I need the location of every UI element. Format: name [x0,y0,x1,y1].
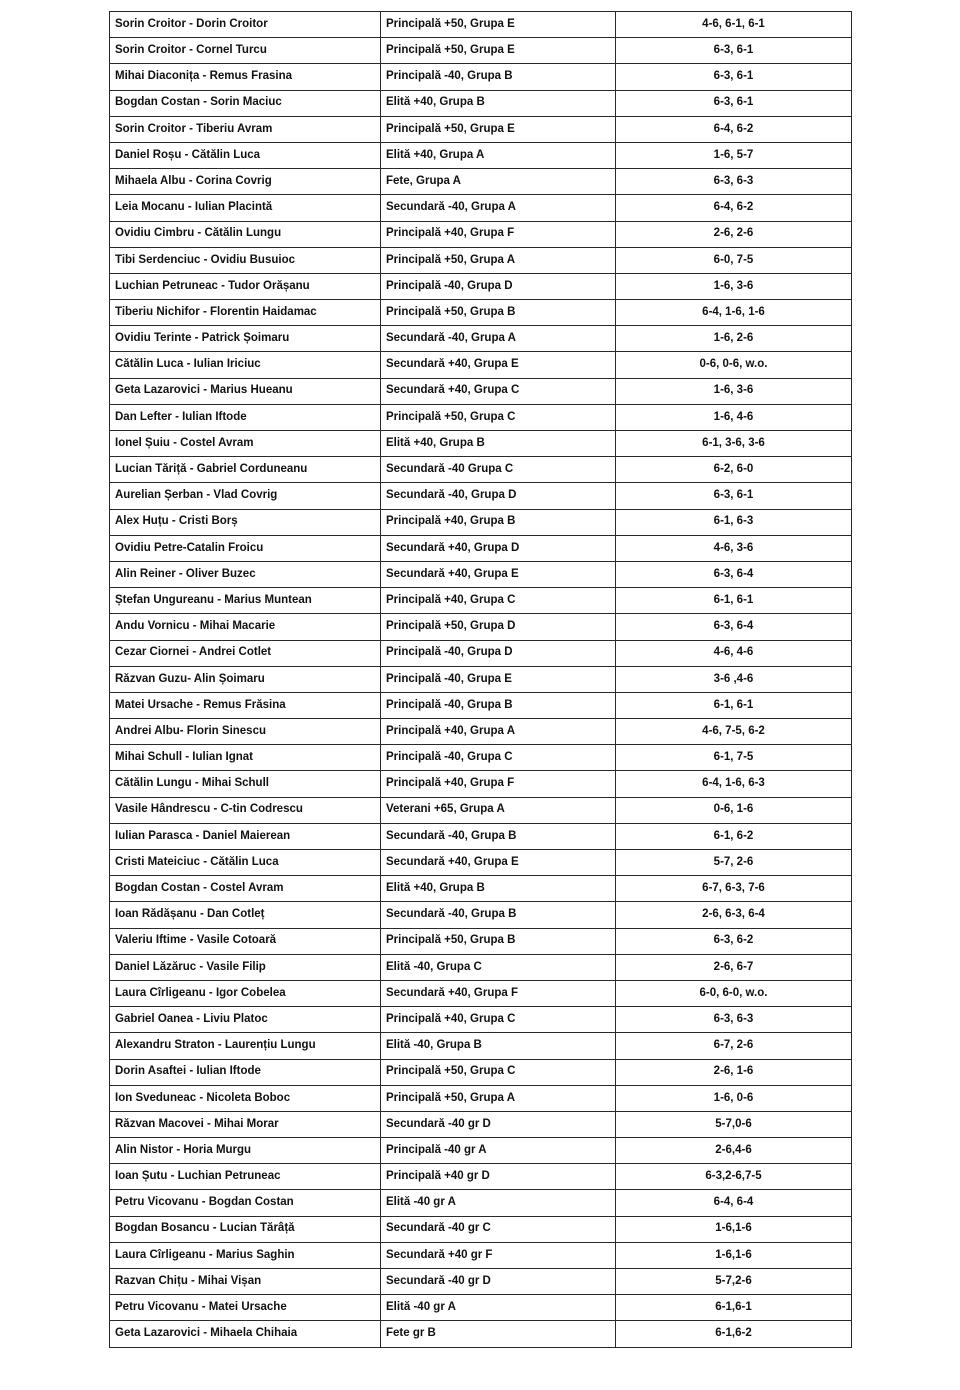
score-cell: 6-3, 6-1 [616,483,852,509]
score-cell: 5-7,0-6 [616,1111,852,1137]
players-cell: Dorin Asaftei - Iulian Iftode [110,1059,381,1085]
players-cell: Andrei Albu- Florin Sinescu [110,719,381,745]
table-row [110,980,852,1006]
score-cell: 1-6, 3-6 [616,273,852,299]
players-cell: Mihai Diaconița - Remus Frasina [110,64,381,90]
table-row [110,1059,852,1085]
score-cell: 1-6, 4-6 [616,404,852,430]
players-cell: Daniel Roșu - Cătălin Luca [110,142,381,168]
score-cell: 4-6, 7-5, 6-2 [616,719,852,745]
table-row [110,378,852,404]
score-cell: 1-6, 0-6 [616,1085,852,1111]
score-cell: 1-6, 3-6 [616,378,852,404]
category-cell: Principală +50, Grupa B [381,300,616,326]
table-row [110,902,852,928]
score-cell: 6-3, 6-4 [616,561,852,587]
score-cell: 6-3, 6-3 [616,169,852,195]
category-cell: Veterani +65, Grupa A [381,797,616,823]
category-cell: Elită +40, Grupa B [381,431,616,457]
table-row [110,928,852,954]
category-cell: Secundară +40, Grupa D [381,535,616,561]
players-cell: Ionel Șuiu - Costel Avram [110,431,381,457]
players-cell: Leia Mocanu - Iulian Placintă [110,195,381,221]
category-cell: Principală +50, Grupa B [381,928,616,954]
players-cell: Petru Vicovanu - Bogdan Costan [110,1190,381,1216]
score-cell: 0-6, 0-6, w.o. [616,352,852,378]
table-row [110,640,852,666]
players-cell: Iulian Parasca - Daniel Maierean [110,823,381,849]
score-cell: 6-0, 7-5 [616,247,852,273]
players-cell: Bogdan Costan - Costel Avram [110,876,381,902]
score-cell: 1-6,1-6 [616,1242,852,1268]
score-cell: 2-6, 6-7 [616,954,852,980]
category-cell: Principală +40, Grupa B [381,509,616,535]
score-cell: 4-6, 6-1, 6-1 [616,12,852,38]
score-cell: 2-6, 2-6 [616,221,852,247]
category-cell: Fete gr B [381,1321,616,1347]
category-cell: Secundară +40, Grupa F [381,980,616,1006]
category-cell: Principală -40, Grupa B [381,692,616,718]
players-cell: Aurelian Șerban - Vlad Covrig [110,483,381,509]
players-cell: Razvan Chițu - Mihai Vișan [110,1269,381,1295]
score-cell: 5-7,2-6 [616,1269,852,1295]
players-cell: Cătălin Luca - Iulian Iriciuc [110,352,381,378]
table-row [110,719,852,745]
category-cell: Principală +50, Grupa C [381,404,616,430]
table-row [110,1269,852,1295]
score-cell: 1-6, 5-7 [616,142,852,168]
players-cell: Cristi Mateiciuc - Cătălin Luca [110,850,381,876]
score-cell: 6-1, 6-1 [616,588,852,614]
category-cell: Secundară -40, Grupa A [381,195,616,221]
score-cell: 6-4, 6-2 [616,116,852,142]
players-cell: Petru Vicovanu - Matei Ursache [110,1295,381,1321]
table-row [110,797,852,823]
players-cell: Sorin Croitor - Dorin Croitor [110,12,381,38]
players-cell: Sorin Croitor - Cornel Turcu [110,38,381,64]
players-cell: Tibi Serdenciuc - Ovidiu Busuioc [110,247,381,273]
table-row [110,64,852,90]
category-cell: Secundară +40, Grupa C [381,378,616,404]
table-row [110,404,852,430]
category-cell: Principală +50, Grupa E [381,116,616,142]
score-cell: 6-3, 6-3 [616,1007,852,1033]
score-cell: 6-4, 1-6, 6-3 [616,771,852,797]
table-row [110,745,852,771]
players-cell: Laura Cîrligeanu - Marius Saghin [110,1242,381,1268]
category-cell: Elită +40, Grupa B [381,876,616,902]
table-row [110,850,852,876]
category-cell: Principală +40, Grupa F [381,771,616,797]
score-cell: 6-3, 6-1 [616,64,852,90]
table-row [110,1164,852,1190]
players-cell: Răzvan Macovei - Mihai Morar [110,1111,381,1137]
table-row [110,692,852,718]
category-cell: Principală -40, Grupa C [381,745,616,771]
players-cell: Valeriu Iftime - Vasile Cotoară [110,928,381,954]
category-cell: Principală +50, Grupa A [381,247,616,273]
category-cell: Principală +40, Grupa C [381,588,616,614]
category-cell: Principală -40, Grupa D [381,273,616,299]
score-cell: 6-7, 2-6 [616,1033,852,1059]
category-cell: Secundară -40 gr D [381,1269,616,1295]
table-row [110,954,852,980]
category-cell: Principală -40, Grupa E [381,666,616,692]
category-cell: Elită -40, Grupa B [381,1033,616,1059]
players-cell: Vasile Hândrescu - C-tin Codrescu [110,797,381,823]
table-row [110,1321,852,1347]
table-row [110,90,852,116]
category-cell: Principală +40, Grupa F [381,221,616,247]
players-cell: Tiberiu Nichifor - Florentin Haidamac [110,300,381,326]
players-cell: Alin Nistor - Horia Murgu [110,1138,381,1164]
table-row [110,326,852,352]
category-cell: Elită +40, Grupa B [381,90,616,116]
table-row [110,1111,852,1137]
category-cell: Secundară +40, Grupa E [381,352,616,378]
category-cell: Principală +50, Grupa D [381,614,616,640]
players-cell: Ioan Șutu - Luchian Petruneac [110,1164,381,1190]
score-cell: 4-6, 3-6 [616,535,852,561]
players-cell: Mihai Schull - Iulian Ignat [110,745,381,771]
score-cell: 6-3, 6-1 [616,38,852,64]
score-cell: 1-6, 2-6 [616,326,852,352]
table-row [110,771,852,797]
category-cell: Principală -40, Grupa B [381,64,616,90]
score-cell: 6-3, 6-2 [616,928,852,954]
players-cell: Cătălin Lungu - Mihai Schull [110,771,381,797]
players-cell: Matei Ursache - Remus Frăsina [110,692,381,718]
category-cell: Secundară -40 gr D [381,1111,616,1137]
players-cell: Răzvan Guzu- Alin Șoimaru [110,666,381,692]
category-cell: Secundară -40 gr C [381,1216,616,1242]
table-row [110,457,852,483]
score-cell: 6-1,6-2 [616,1321,852,1347]
table-row [110,142,852,168]
table-row [110,431,852,457]
score-cell: 6-3, 6-4 [616,614,852,640]
players-cell: Bogdan Bosancu - Lucian Tărâță [110,1216,381,1242]
category-cell: Principală +40 gr D [381,1164,616,1190]
players-cell: Alin Reiner - Oliver Buzec [110,561,381,587]
players-cell: Gabriel Oanea - Liviu Platoc [110,1007,381,1033]
table-row [110,561,852,587]
players-cell: Andu Vornicu - Mihai Macarie [110,614,381,640]
score-cell: 6-1, 6-2 [616,823,852,849]
table-row [110,1216,852,1242]
score-cell: 6-4, 6-2 [616,195,852,221]
category-cell: Secundară +40, Grupa E [381,850,616,876]
players-cell: Laura Cîrligeanu - Igor Cobelea [110,980,381,1006]
table-row [110,614,852,640]
players-cell: Geta Lazarovici - Mihaela Chihaia [110,1321,381,1347]
score-cell: 2-6, 6-3, 6-4 [616,902,852,928]
category-cell: Secundară -40, Grupa B [381,823,616,849]
score-cell: 2-6, 1-6 [616,1059,852,1085]
table-row [110,195,852,221]
score-cell: 6-4, 1-6, 1-6 [616,300,852,326]
category-cell: Principală +50, Grupa E [381,12,616,38]
category-cell: Elită -40, Grupa C [381,954,616,980]
score-cell: 6-1, 6-1 [616,692,852,718]
table-row [110,535,852,561]
score-cell: 6-1, 7-5 [616,745,852,771]
table-row [110,1085,852,1111]
score-cell: 6-3, 6-1 [616,90,852,116]
players-cell: Lucian Tăriță - Gabriel Corduneanu [110,457,381,483]
category-cell: Elită -40 gr A [381,1295,616,1321]
score-cell: 6-1, 3-6, 3-6 [616,431,852,457]
score-cell: 6-7, 6-3, 7-6 [616,876,852,902]
score-cell: 6-0, 6-0, w.o. [616,980,852,1006]
table-row [110,483,852,509]
table-row [110,12,852,38]
table-row [110,247,852,273]
category-cell: Principală -40, Grupa D [381,640,616,666]
table-row [110,169,852,195]
score-cell: 6-1, 6-3 [616,509,852,535]
table-row [110,1242,852,1268]
score-cell: 6-4, 6-4 [616,1190,852,1216]
table-row [110,666,852,692]
players-cell: Ovidiu Petre-Catalin Froicu [110,535,381,561]
score-cell: 2-6,4-6 [616,1138,852,1164]
category-cell: Secundară -40, Grupa D [381,483,616,509]
category-cell: Principală +50, Grupa C [381,1059,616,1085]
table-row [110,509,852,535]
category-cell: Secundară +40 gr F [381,1242,616,1268]
players-cell: Bogdan Costan - Sorin Maciuc [110,90,381,116]
category-cell: Principală +40, Grupa A [381,719,616,745]
score-cell: 3-6 ,4-6 [616,666,852,692]
table-row [110,1033,852,1059]
match-results-body [110,12,852,1348]
table-row [110,300,852,326]
players-cell: Mihaela Albu - Corina Covrig [110,169,381,195]
players-cell: Daniel Lăzăruc - Vasile Filip [110,954,381,980]
category-cell: Secundară -40 Grupa C [381,457,616,483]
category-cell: Secundară +40, Grupa E [381,561,616,587]
category-cell: Principală -40 gr A [381,1138,616,1164]
score-cell: 5-7, 2-6 [616,850,852,876]
match-results-table [109,11,852,1348]
table-row [110,588,852,614]
players-cell: Alex Huțu - Cristi Borș [110,509,381,535]
category-cell: Principală +50, Grupa E [381,38,616,64]
table-row [110,116,852,142]
players-cell: Dan Lefter - Iulian Iftode [110,404,381,430]
score-cell: 6-3,2-6,7-5 [616,1164,852,1190]
table-row [110,1007,852,1033]
players-cell: Alexandru Straton - Laurențiu Lungu [110,1033,381,1059]
score-cell: 6-1,6-1 [616,1295,852,1321]
table-row [110,221,852,247]
players-cell: Cezar Ciornei - Andrei Cotlet [110,640,381,666]
score-cell: 0-6, 1-6 [616,797,852,823]
score-cell: 4-6, 4-6 [616,640,852,666]
table-row [110,876,852,902]
players-cell: Luchian Petruneac - Tudor Orășanu [110,273,381,299]
table-row [110,352,852,378]
category-cell: Secundară -40, Grupa A [381,326,616,352]
table-row [110,38,852,64]
category-cell: Principală +50, Grupa A [381,1085,616,1111]
table-row [110,1295,852,1321]
players-cell: Ovidiu Terinte - Patrick Șoimaru [110,326,381,352]
category-cell: Secundară -40, Grupa B [381,902,616,928]
players-cell: Sorin Croitor - Tiberiu Avram [110,116,381,142]
category-cell: Elită +40, Grupa A [381,142,616,168]
table-row [110,273,852,299]
category-cell: Fete, Grupa A [381,169,616,195]
table-row [110,1190,852,1216]
category-cell: Elită -40 gr A [381,1190,616,1216]
score-cell: 6-2, 6-0 [616,457,852,483]
players-cell: Ioan Rădășanu - Dan Cotleț [110,902,381,928]
players-cell: Ștefan Ungureanu - Marius Muntean [110,588,381,614]
table-row [110,823,852,849]
players-cell: Ion Sveduneac - Nicoleta Boboc [110,1085,381,1111]
table-row [110,1138,852,1164]
players-cell: Geta Lazarovici - Marius Hueanu [110,378,381,404]
category-cell: Principală +40, Grupa C [381,1007,616,1033]
score-cell: 1-6,1-6 [616,1216,852,1242]
players-cell: Ovidiu Cimbru - Cătălin Lungu [110,221,381,247]
